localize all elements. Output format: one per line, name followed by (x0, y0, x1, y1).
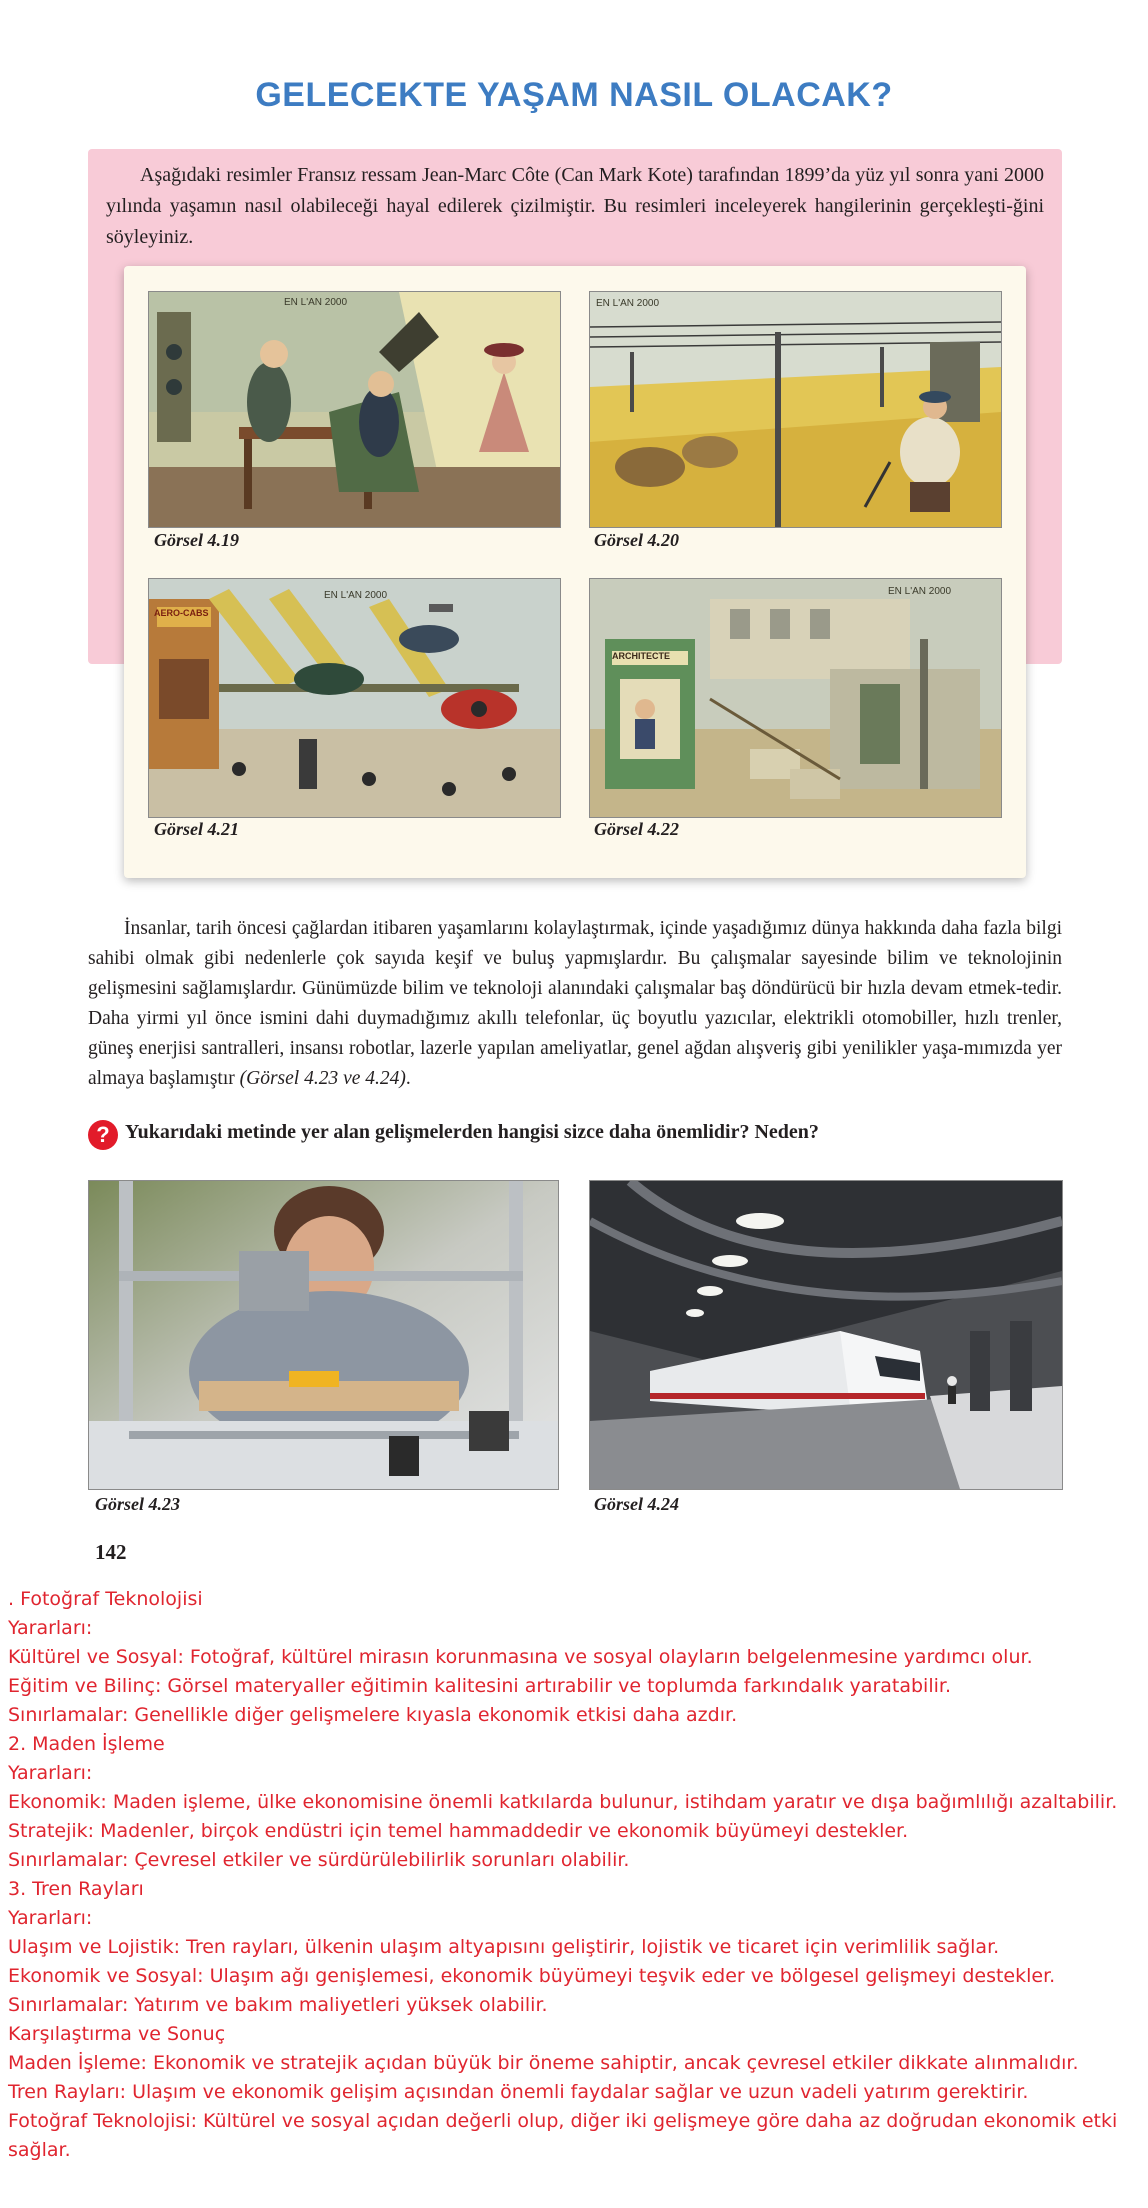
figure-4-19-caption: Görsel 4.19 (154, 530, 239, 550)
figure-4-23-photo (88, 1180, 559, 1490)
note-line: Yararları: (8, 1762, 93, 1784)
question-icon: ? (88, 1120, 118, 1150)
figure-4-21-sign: AERO-CABS (154, 608, 209, 618)
figure-4-23-caption: Görsel 4.23 (95, 1494, 180, 1514)
body-text: İnsanlar, tarih öncesi çağlardan itibaren yaşamlarını kolaylaştırmak, içinde yaşadığımız dünya hakkında daha fazla bilgi sahibi olmak gibi nedenlerle çok sayıda keşif ve buluş yapmışlardır. Bu çalışmalar sayesinde bilim ve teknolojinin gelişmesini sağlamışlardır. Günümüzde bilim ve teknoloji alanındaki çalışmalar baş döndürücü bir hızla devam etmek-tedir. Daha yirmi yıl önce ismini dahi duymadığımız akıllı telefonlar, üç boyutlu yazıcılar, elektrikli otomobiller, hızlı trenler, güneş enerjisi santralleri, insansı robotlar, lazerle yapılan ameliyatlar, genel ağdan alışveriş gibi yenilikler yaşa-mımızda yer almaya başlamıştır (88, 918, 1062, 1089)
figure-4-20-caption: Görsel 4.20 (594, 530, 679, 550)
figure-4-21-image (148, 578, 561, 818)
note-line: Sınırlamalar: Çevresel etkiler ve sürdürülebilirlik sorunları olabilir. (8, 1849, 630, 1871)
note-line: Karşılaştırma ve Sonuç (8, 2023, 226, 2045)
body-paragraph (88, 914, 1062, 1094)
note-line: Tren Rayları: Ulaşım ve ekonomik gelişim açısından önemli faydalar sağlar ve uzun vadeli yatırım gerektirir. (8, 2081, 1029, 2103)
note-line: Sınırlamalar: Genellikle diğer gelişmelere kıyasla ekonomik etkisi daha azdır. (8, 1704, 738, 1726)
body-figure-reference: (Görsel 4.23 ve 4.24) (239, 1068, 406, 1089)
figure-4-20-label: EN L'AN 2000 (596, 298, 660, 309)
page-number: 142 (95, 1540, 127, 1564)
intro-text: Aşağıdaki resimler Fransız ressam Jean-Marc Côte (Can Mark Kote) tarafından 1899’da yüz yıl sonra yani 2000 yılında yaşamın nasıl olabileceği hayal edilerek çizilmiştir. Bu resimleri inceleyerek hangilerinin gerçekleşti-ğini söyleyiniz. (106, 164, 1044, 248)
note-line: Stratejik: Madenler, birçok endüstri için temel hammaddedir ve ekonomik büyümeyi destekler. (8, 1820, 909, 1842)
note-line: Yararları: (8, 1617, 93, 1639)
figure-4-22-sign: ARCHITECTE (612, 651, 670, 661)
note-line: Eğitim ve Bilinç: Görsel materyaller eğitimin kalitesini artırabilir ve toplumda farkındalık yaratabilir. (8, 1675, 951, 1697)
question-text: Yukarıdaki metinde yer alan gelişmelerden hangisi sizce daha önemlidir? Neden? (125, 1121, 819, 1143)
figure-4-24-photo (589, 1180, 1063, 1490)
figure-4-22-label: EN L'AN 2000 (888, 586, 952, 597)
note-line: 3. Tren Rayları (8, 1878, 144, 1900)
page-title: GELECEKTE YAŞAM NASIL OLACAK? (255, 76, 893, 114)
note-line: 2. Maden İşleme (8, 1733, 165, 1755)
figure-4-22-image (589, 578, 1002, 818)
note-line: Ekonomik ve Sosyal: Ulaşım ağı genişlemesi, ekonomik büyümeyi teşvik eder ve bölgesel gelişmeyi destekler. (8, 1965, 1056, 1987)
note-line: Fotoğraf Teknolojisi: Kültürel ve sosyal açıdan değerli olup, diğer iki gelişmeye göre daha az doğrudan ekonomik etki sağlar. (8, 2110, 1118, 2161)
note-line: Kültürel ve Sosyal: Fotoğraf, kültürel mirasın korunmasına ve sosyal olayların belgelenmesine yardımcı olur. (8, 1646, 1033, 1668)
body-period: . (405, 1068, 411, 1089)
answer-notes (8, 1585, 1138, 2165)
note-line: Maden İşleme: Ekonomik ve stratejik açıdan büyük bir öneme sahiptir, ancak çevresel etkiler dikkate alınmalıdır. (8, 2052, 1079, 2074)
figure-4-21-label: EN L'AN 2000 (324, 590, 388, 601)
figure-4-22-caption: Görsel 4.22 (594, 819, 679, 839)
note-line: Ekonomik: Maden işleme, ülke ekonomisine önemli katkılarda bulunur, istihdam yaratır ve dışa bağımlılığı azaltabilir. (8, 1791, 1118, 1813)
note-line: Sınırlamalar: Yatırım ve bakım maliyetleri yüksek olabilir. (8, 1994, 548, 2016)
note-line: . Fotoğraf Teknolojisi (8, 1588, 203, 1610)
figure-4-20-image (589, 291, 1002, 528)
note-line: Yararları: (8, 1907, 93, 1929)
figure-4-19-image (148, 291, 561, 528)
figure-4-21-caption: Görsel 4.21 (154, 819, 239, 839)
figure-4-24-caption: Görsel 4.24 (594, 1494, 679, 1514)
figure-4-19-label: EN L'AN 2000 (284, 297, 348, 308)
note-line: Ulaşım ve Lojistik: Tren rayları, ülkenin ulaşım altyapısını geliştirir, lojistik ve ticaret için verimlilik sağlar. (8, 1936, 1000, 1958)
